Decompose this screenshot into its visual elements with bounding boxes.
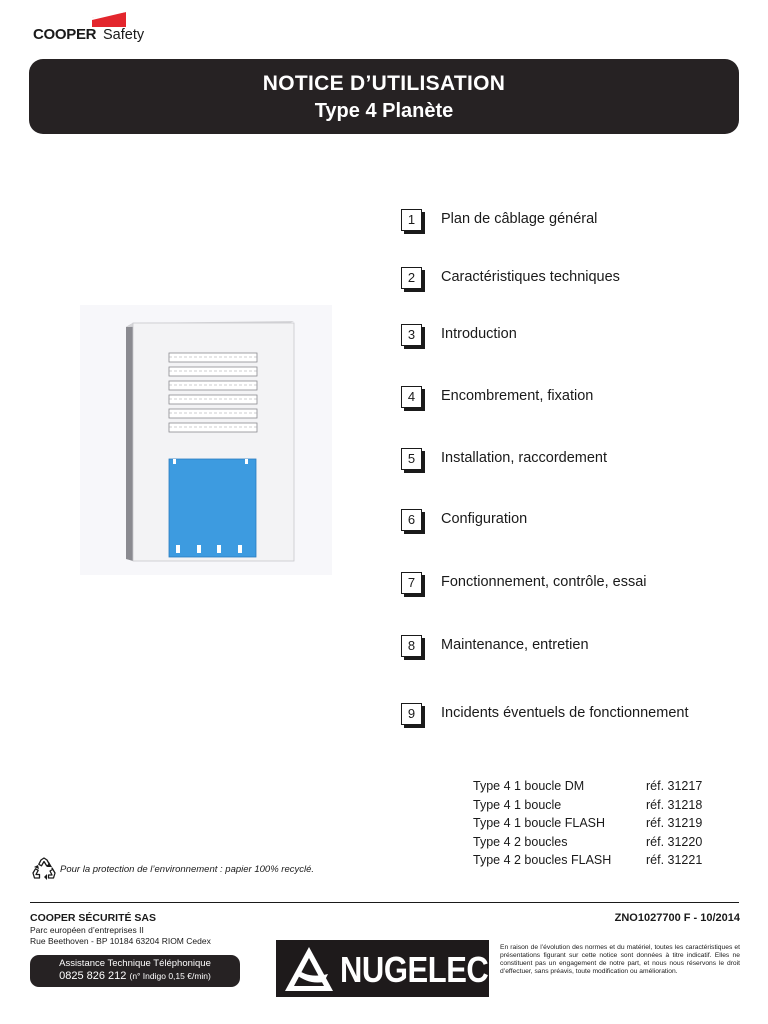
reference-row — [473, 853, 733, 872]
section-number: 1 — [401, 209, 422, 231]
reference-code: réf. 31217 — [646, 779, 703, 793]
reference-code: réf. 31218 — [646, 797, 703, 812]
hotline-line — [30, 970, 240, 982]
footer-divider — [30, 902, 739, 903]
reference-name: Type 4 2 boucles — [473, 834, 568, 849]
reference-row — [473, 779, 733, 798]
reference-code: réf. 31220 — [646, 834, 703, 849]
nugelec-emblem-icon — [282, 944, 336, 994]
hotline-note: (n° Indigo 0,15 €/min) — [129, 971, 211, 981]
section-number: 3 — [401, 324, 422, 346]
environment-note — [30, 856, 370, 884]
toc-item — [401, 635, 741, 665]
document-title: NOTICE D’UTILISATION — [262, 72, 506, 95]
address-line: Rue Beethoven - BP 10184 63204 RIOM Cedex — [30, 936, 211, 946]
hotline-title: Assistance Technique Téléphonique — [59, 958, 211, 969]
reference-row — [473, 798, 733, 817]
hotline-box — [30, 955, 240, 987]
section-title: Incidents éventuels de fonctionnement — [441, 705, 689, 721]
section-number: 5 — [401, 448, 422, 470]
toc-item — [401, 386, 741, 416]
reference-code: réf. 31221 — [646, 853, 703, 868]
toc-item — [401, 703, 741, 733]
reference-row — [473, 816, 733, 835]
reference-name: Type 4 1 boucle FLASH — [473, 816, 606, 831]
section-number: 6 — [401, 509, 422, 531]
section-title: Plan de câblage général — [441, 211, 598, 227]
title-banner — [29, 59, 739, 134]
toc-item — [401, 509, 741, 539]
product-illustration — [80, 305, 332, 575]
fire-alarm-panel-image — [80, 305, 332, 575]
reference-name: Type 4 1 boucle — [473, 797, 562, 812]
logo-brand: COOPER — [33, 26, 97, 43]
product-references — [473, 779, 733, 872]
section-number: 4 — [401, 386, 422, 408]
nugelec-wordmark: NUGELEC — [340, 949, 489, 990]
section-number: 9 — [401, 703, 422, 725]
section-title: Maintenance, entretien — [441, 637, 589, 653]
environment-text: Pour la protection de l’environnement : papier 100% recyclé. — [60, 864, 315, 875]
reference-name: Type 4 2 boucles FLASH — [473, 853, 612, 868]
address-line: Parc européen d’entreprises II — [30, 925, 144, 935]
disclaimer-text: En raison de l’évolution des normes et du matériel, toutes les caractéristiques et présentations figurant sur cette notice sont données à titre indicatif. Elles ne constituent pas un engagement de notre part, et nous nous réservons le droit d’effectuer, sans préavis, toute modification ou amélioration. — [500, 944, 740, 976]
document-reference: ZNO1027700 F - 10/2014 — [614, 912, 740, 924]
section-number: 7 — [401, 572, 422, 594]
cooper-safety-logo — [33, 10, 193, 46]
recycle-icon — [30, 856, 58, 884]
logo-suffix: Safety — [103, 27, 145, 43]
hotline-number: 0825 826 212 — [59, 970, 127, 982]
section-title: Configuration — [441, 511, 528, 527]
toc-item — [401, 267, 741, 297]
section-number: 2 — [401, 267, 422, 289]
section-title: Installation, raccordement — [441, 450, 608, 466]
section-title: Caractéristiques techniques — [441, 269, 620, 285]
company-name: COOPER SÉCURITÉ SAS — [30, 912, 157, 924]
toc-item — [401, 209, 741, 239]
document-subtitle: Type 4 Planète — [314, 100, 454, 122]
toc-item — [401, 448, 741, 478]
section-number: 8 — [401, 635, 422, 657]
reference-row — [473, 835, 733, 854]
reference-code: réf. 31219 — [646, 816, 703, 831]
nugelec-logo — [276, 940, 489, 997]
toc-item — [401, 324, 741, 354]
section-title: Fonctionnement, contrôle, essai — [441, 574, 647, 590]
section-title: Introduction — [441, 326, 517, 342]
toc-item — [401, 572, 741, 602]
section-title: Encombrement, fixation — [441, 388, 594, 404]
reference-name: Type 4 1 boucle DM — [473, 779, 585, 793]
